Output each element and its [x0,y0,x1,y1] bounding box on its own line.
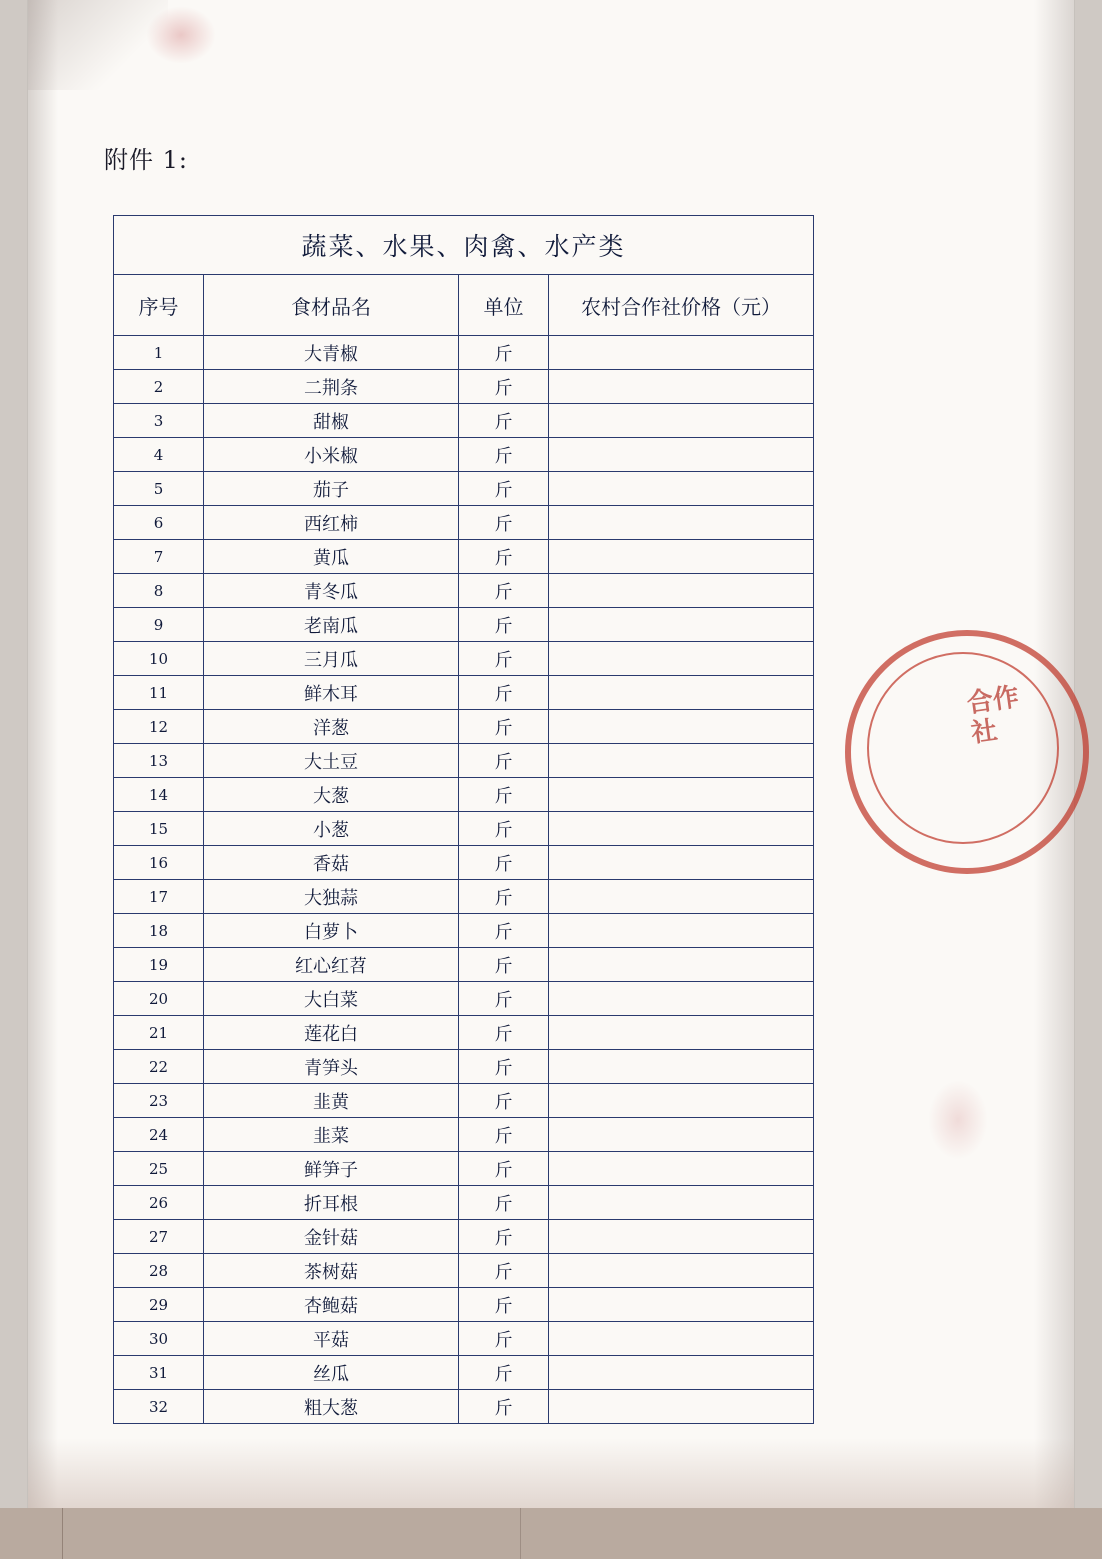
cell-item-name: 黄瓜 [204,540,459,574]
cell-item-name: 大独蒜 [204,880,459,914]
cell-item-name: 茶树菇 [204,1254,459,1288]
cell-price[interactable] [549,1254,814,1288]
cell-price[interactable] [549,608,814,642]
seal-outer-ring [845,630,1089,874]
table-row [114,812,814,846]
cell-unit: 斤 [459,1288,549,1322]
table-row [114,1390,814,1424]
cell-index: 19 [114,948,204,982]
cell-price[interactable] [549,540,814,574]
cell-item-name: 韭黄 [204,1084,459,1118]
cell-index: 20 [114,982,204,1016]
cell-item-name: 韭菜 [204,1118,459,1152]
cell-unit: 斤 [459,540,549,574]
table-row [114,914,814,948]
table-row [114,1152,814,1186]
table-row [114,540,814,574]
cell-unit: 斤 [459,506,549,540]
cell-index: 15 [114,812,204,846]
cell-index: 1 [114,336,204,370]
cell-price[interactable] [549,914,814,948]
cell-index: 28 [114,1254,204,1288]
cell-item-name: 平菇 [204,1322,459,1356]
table-row [114,1288,814,1322]
cell-item-name: 鲜笋子 [204,1152,459,1186]
cell-index: 6 [114,506,204,540]
cell-index: 32 [114,1390,204,1424]
cell-unit: 斤 [459,336,549,370]
column-header-price: 农村合作社价格（元） [549,275,814,336]
cell-unit: 斤 [459,880,549,914]
red-seal-stamp [963,630,1088,865]
cell-index: 17 [114,880,204,914]
cell-index: 8 [114,574,204,608]
food-price-table [113,215,814,1424]
table-row [114,948,814,982]
table-header-row [114,275,814,336]
desk-seam-left [62,1508,63,1559]
cell-price[interactable] [549,880,814,914]
desk-seam-right [520,1508,521,1559]
cell-price[interactable] [549,1288,814,1322]
scan-shadow-left [28,0,58,1508]
cell-index: 29 [114,1288,204,1322]
table-row [114,982,814,1016]
cell-unit: 斤 [459,404,549,438]
cell-index: 31 [114,1356,204,1390]
desk-surface [0,1508,1102,1559]
table-row [114,1186,814,1220]
cell-index: 10 [114,642,204,676]
cell-price[interactable] [549,1220,814,1254]
column-header-unit: 单位 [459,275,549,336]
cell-unit: 斤 [459,574,549,608]
table-row [114,1322,814,1356]
table-title-row [114,216,814,275]
cell-unit: 斤 [459,812,549,846]
cell-index: 24 [114,1118,204,1152]
cell-item-name: 大葱 [204,778,459,812]
cell-index: 26 [114,1186,204,1220]
table-row [114,1254,814,1288]
cell-item-name: 莲花白 [204,1016,459,1050]
cell-index: 9 [114,608,204,642]
cell-item-name: 大白菜 [204,982,459,1016]
cell-price[interactable] [549,778,814,812]
table-row [114,642,814,676]
cell-item-name: 小葱 [204,812,459,846]
cell-unit: 斤 [459,744,549,778]
cell-index: 27 [114,1220,204,1254]
cell-index: 2 [114,370,204,404]
table-row [114,710,814,744]
scan-shadow-bottom [28,1438,1074,1508]
table-row [114,846,814,880]
cell-index: 18 [114,914,204,948]
cell-item-name: 丝瓜 [204,1356,459,1390]
cell-unit: 斤 [459,370,549,404]
table-row [114,438,814,472]
cell-item-name: 粗大葱 [204,1390,459,1424]
cell-item-name: 金针菇 [204,1220,459,1254]
cell-item-name: 茄子 [204,472,459,506]
table-row [114,880,814,914]
table-row [114,472,814,506]
cell-index: 16 [114,846,204,880]
table-row [114,744,814,778]
cell-price[interactable] [549,506,814,540]
cell-item-name: 洋葱 [204,710,459,744]
cell-price[interactable] [549,982,814,1016]
cell-unit: 斤 [459,778,549,812]
cell-price[interactable] [549,574,814,608]
cell-unit: 斤 [459,472,549,506]
cell-price[interactable] [549,438,814,472]
cell-unit: 斤 [459,948,549,982]
cell-price[interactable] [549,1152,814,1186]
table-row [114,404,814,438]
cell-price[interactable] [549,710,814,744]
cell-item-name: 折耳根 [204,1186,459,1220]
cell-index: 22 [114,1050,204,1084]
table-row [114,370,814,404]
cell-item-name: 甜椒 [204,404,459,438]
scanned-page [28,0,1074,1508]
cell-unit: 斤 [459,846,549,880]
cell-index: 12 [114,710,204,744]
cell-unit: 斤 [459,1016,549,1050]
cell-price[interactable] [549,642,814,676]
seal-inner-ring [867,652,1059,844]
cell-index: 5 [114,472,204,506]
cell-index: 11 [114,676,204,710]
cell-price[interactable] [549,1186,814,1220]
cell-unit: 斤 [459,1356,549,1390]
cell-index: 30 [114,1322,204,1356]
cell-price[interactable] [549,1356,814,1390]
cell-item-name: 二荆条 [204,370,459,404]
cell-item-name: 老南瓜 [204,608,459,642]
cell-unit: 斤 [459,710,549,744]
scan-shadow-right [1034,0,1074,1508]
table-row [114,574,814,608]
cell-item-name: 大青椒 [204,336,459,370]
table-row [114,1084,814,1118]
table-row [114,1016,814,1050]
cell-index: 23 [114,1084,204,1118]
table-row [114,1050,814,1084]
cell-unit: 斤 [459,1220,549,1254]
cell-price[interactable] [549,1322,814,1356]
table-row [114,608,814,642]
cell-price[interactable] [549,336,814,370]
table-row [114,778,814,812]
scan-shadow-top-left [28,0,168,90]
table-row [114,676,814,710]
table-row [114,506,814,540]
cell-item-name: 大土豆 [204,744,459,778]
cell-item-name: 西红柿 [204,506,459,540]
column-header-name: 食材品名 [204,275,459,336]
cell-unit: 斤 [459,1050,549,1084]
cell-index: 13 [114,744,204,778]
seal-text: 合作社 [965,682,1021,749]
table-row [114,1118,814,1152]
cell-unit: 斤 [459,982,549,1016]
cell-price[interactable] [549,472,814,506]
cell-unit: 斤 [459,1186,549,1220]
table-row [114,336,814,370]
cell-index: 7 [114,540,204,574]
paper-smudge [146,6,216,64]
cell-price[interactable] [549,812,814,846]
cell-unit: 斤 [459,1390,549,1424]
cell-price[interactable] [549,676,814,710]
cell-unit: 斤 [459,642,549,676]
paper-smudge-secondary [928,1080,988,1160]
cell-unit: 斤 [459,608,549,642]
cell-unit: 斤 [459,1322,549,1356]
cell-index: 25 [114,1152,204,1186]
cell-price[interactable] [549,370,814,404]
cell-price[interactable] [549,1084,814,1118]
cell-unit: 斤 [459,1084,549,1118]
cell-price[interactable] [549,1050,814,1084]
cell-unit: 斤 [459,676,549,710]
cell-item-name: 白萝卜 [204,914,459,948]
cell-price[interactable] [549,846,814,880]
table-row [114,1220,814,1254]
cell-item-name: 红心红苕 [204,948,459,982]
table-title: 蔬菜、水果、肉禽、水产类 [114,216,814,275]
cell-item-name: 杏鲍菇 [204,1288,459,1322]
cell-price[interactable] [549,1390,814,1424]
cell-item-name: 青笋头 [204,1050,459,1084]
cell-price[interactable] [549,1016,814,1050]
cell-unit: 斤 [459,1118,549,1152]
cell-index: 21 [114,1016,204,1050]
cell-unit: 斤 [459,1152,549,1186]
cell-unit: 斤 [459,438,549,472]
cell-unit: 斤 [459,914,549,948]
column-header-index: 序号 [114,275,204,336]
cell-item-name: 青冬瓜 [204,574,459,608]
cell-price[interactable] [549,948,814,982]
cell-unit: 斤 [459,1254,549,1288]
cell-price[interactable] [549,744,814,778]
attachment-label: 附件 1: [104,146,188,174]
cell-price[interactable] [549,404,814,438]
cell-price[interactable] [549,1118,814,1152]
cell-index: 14 [114,778,204,812]
cell-item-name: 三月瓜 [204,642,459,676]
table-row [114,1356,814,1390]
cell-index: 4 [114,438,204,472]
cell-item-name: 小米椒 [204,438,459,472]
cell-item-name: 香菇 [204,846,459,880]
cell-item-name: 鲜木耳 [204,676,459,710]
cell-index: 3 [114,404,204,438]
